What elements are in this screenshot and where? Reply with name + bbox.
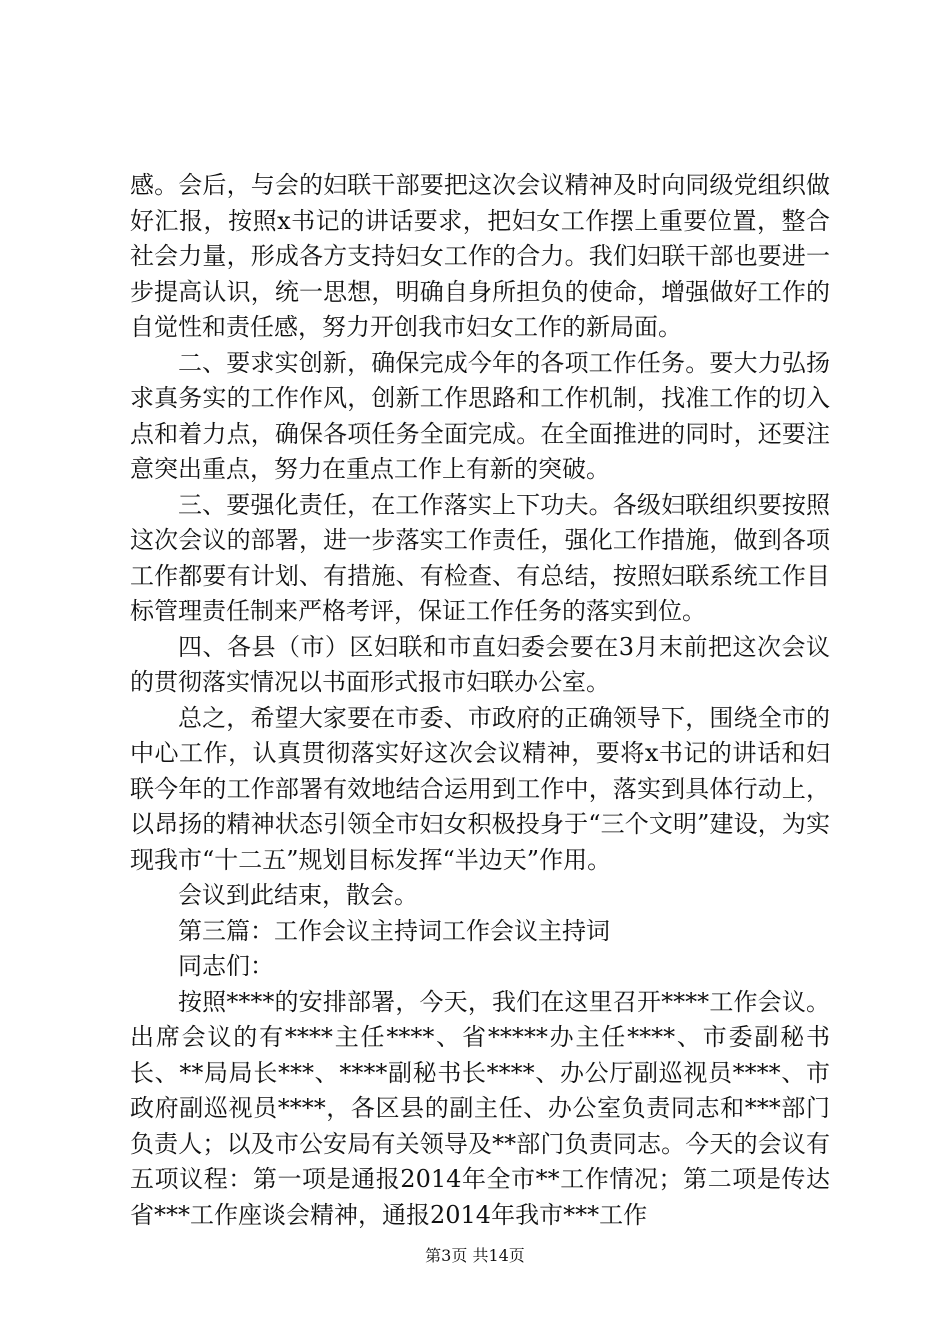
paragraph-continuation: 感。会后，与会的妇联干部要把这次会议精神及时向同级党组织做好汇报，按照x书记的讲话要求，把妇女工作摆上重要位置，整合社会力量，形成各方支持妇女工作的合力。我们妇联干部也要进一步提高认识，统一思想，明确自身所担负的使命，增强做好工作的自觉性和责任感，努力开创我市妇女工作的新局面。 (130, 171, 830, 341)
salutation: 同志们： (178, 952, 274, 980)
section-heading: 第三篇：工作会议主持词工作会议主持词 (178, 916, 610, 945)
page-number-footer: 第3页 共14页 (425, 1246, 525, 1265)
paragraph-point-four: 四、各县（市）区妇联和市直妇委会要在3月末前把这次会议的贯彻落实情况以书面形式报市妇联办公室。 (130, 632, 830, 696)
paragraph-meeting-close: 会议到此结束，散会。 (178, 881, 418, 909)
paragraph-summary: 总之，希望大家要在市委、市政府的正确领导下，围绕全市的中心工作，认真贯彻落实好这次会议精神，要将x书记的讲话和妇联今年的工作部署有效地结合运用到工作中，落实到具体行动上，以昂扬的精神状态引领全市妇女积极投身于“三个文明”建设，为实现我市“十二五”规划目标发挥“半边天”作用。 (130, 703, 830, 874)
paragraph-point-three: 三、要强化责任，在工作落实上下功夫。各级妇联组织要按照这次会议的部署，进一步落实工作责任，强化工作措施，做到各项工作都要有计划、有措施、有检查、有总结，按照妇联系统工作目标管理责任制来严格考评，保证工作任务的落实到位。 (130, 490, 830, 625)
paragraph-point-two: 二、要求实创新，确保完成今年的各项工作任务。要大力弘扬求真务实的工作作风，创新工作思路和工作机制，找准工作的切入点和着力点，确保各项任务全面完成。在全面推进的同时，还要注意突出重点，努力在重点工作上有新的突破。 (130, 348, 830, 483)
paragraph-opening: 按照****的安排部署，今天，我们在这里召开****工作会议。出席会议的有****主任****、省*****办主任****、市委副秘书长、**局局长***、****副秘书长****、办公厅副巡视员****、市政府副巡视员****，各区县的副主任、办公室负责同志和***部门负责人；以及市公安局有关领导及**部门负责同志。今天的会议有五项议程：第一项是通报2014年全市**工作情况；第二项是传达省***工作座谈会精神，通报2014年我市***工作 (130, 987, 830, 1229)
document-body (130, 168, 830, 1233)
